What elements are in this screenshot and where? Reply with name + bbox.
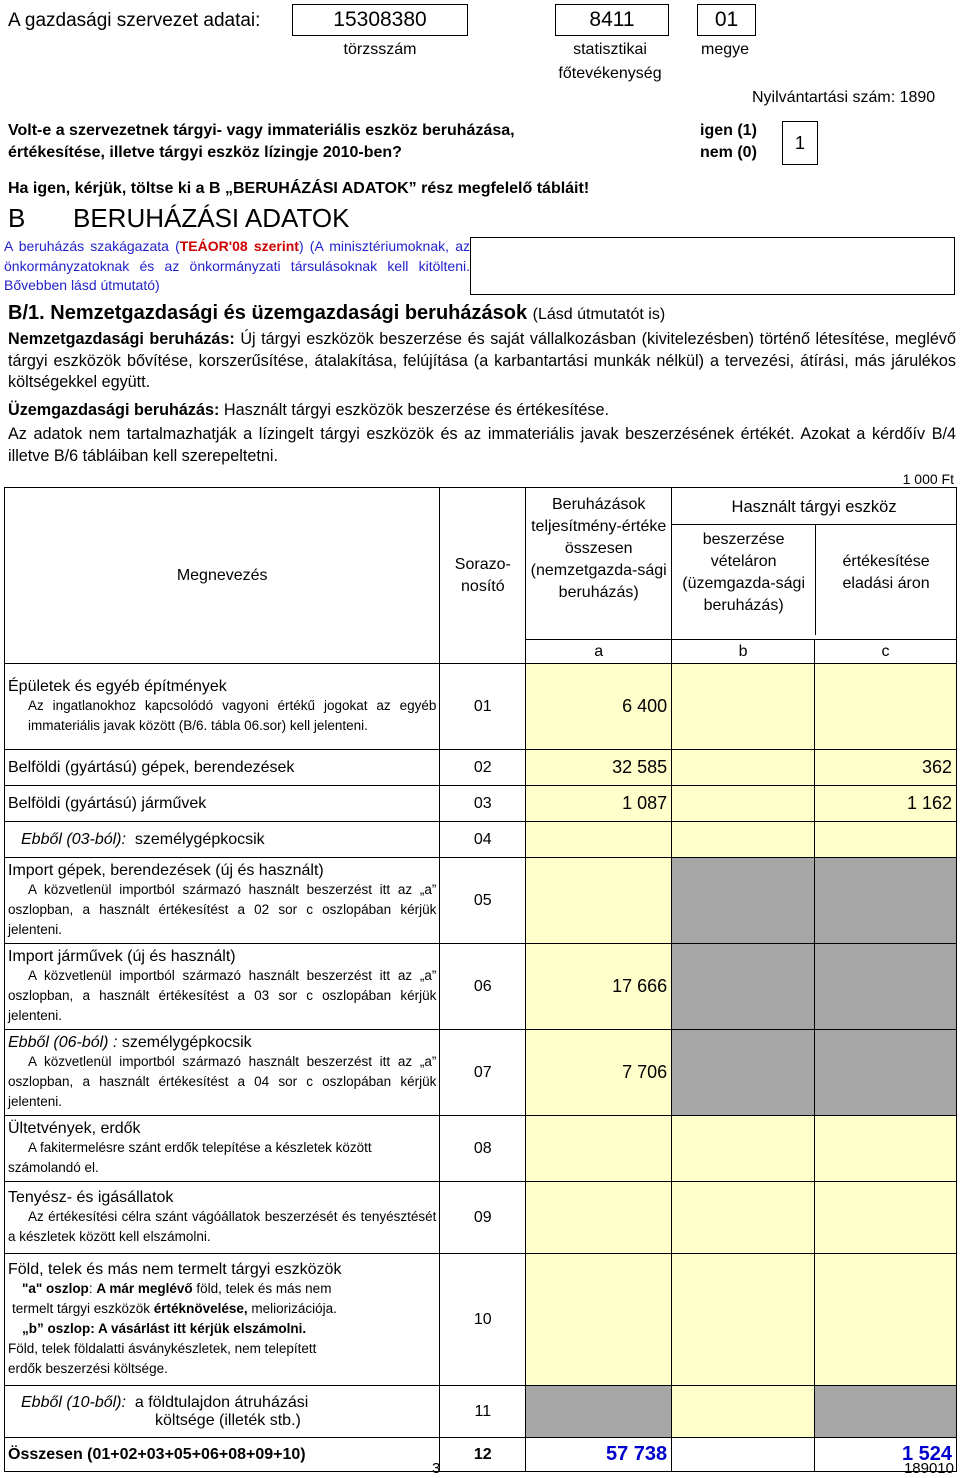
header-col-b: beszerzése vételáron (üzemgazda-sági beruházás) xyxy=(672,525,816,635)
row-06-sor: 06 xyxy=(440,944,526,1030)
row-03-c[interactable]: 1 162 xyxy=(815,786,957,822)
table-row xyxy=(5,1030,957,1116)
unit-label: 1 000 Ft xyxy=(902,471,954,487)
row-02-desc: Belföldi (gyártású) gépek, berendezések xyxy=(5,750,440,786)
row-08-desc: Ültetvények, erdők A fakitermelésre szánt erdők telepítése a készletek között számolandó el. xyxy=(5,1116,440,1182)
row-09-c[interactable] xyxy=(815,1182,957,1254)
row-10-a[interactable] xyxy=(526,1254,672,1386)
registration-number: Nyilvántartási szám: 1890 xyxy=(752,89,936,106)
table-row xyxy=(5,1386,957,1438)
row-08-a[interactable] xyxy=(526,1116,672,1182)
page-number: 3 xyxy=(432,1460,441,1477)
section-title: BERUHÁZÁSI ADATOK xyxy=(73,203,350,233)
option-no: nem (0) xyxy=(700,144,757,161)
torzsszam-label: törzsszám xyxy=(343,41,417,58)
megye-label: megye xyxy=(700,41,750,58)
table-row xyxy=(5,822,957,858)
row-04-c[interactable] xyxy=(815,822,957,858)
torzsszam-field[interactable]: 15308380 xyxy=(292,4,468,36)
question-line-1: Volt-e a szervezetnek tárgyi- vagy immateriális eszköz beruházása, xyxy=(8,122,515,139)
row-06-c xyxy=(815,944,957,1030)
form-code: 189010 xyxy=(903,1460,954,1477)
row-11-a xyxy=(526,1386,672,1438)
header-col-a: Beruházások teljesítmény-értéke összesen (nemzetgazda-sági beruházás) xyxy=(526,488,672,640)
table-header-row xyxy=(5,488,957,640)
org-label: A gazdasági szervezet adatai: xyxy=(8,10,261,31)
row-07-sor: 07 xyxy=(440,1030,526,1116)
table-row xyxy=(5,750,957,786)
table-row xyxy=(5,858,957,944)
row-12-sor: 12 xyxy=(440,1438,526,1472)
header-col-c: értékesítése eladási áron xyxy=(842,553,930,592)
investment-table xyxy=(4,487,957,1472)
row-10-c[interactable] xyxy=(815,1254,957,1386)
stat-field[interactable]: 8411 xyxy=(555,4,669,36)
row-07-a[interactable]: 7 706 xyxy=(526,1030,672,1116)
col-letter-a: a xyxy=(526,640,672,664)
row-09-sor: 09 xyxy=(440,1182,526,1254)
option-yes: igen (1) xyxy=(700,122,757,139)
row-05-a[interactable] xyxy=(526,858,672,944)
row-04-b[interactable] xyxy=(672,822,815,858)
b1-paragraph-2: Üzemgazdasági beruházás: Használt tárgyi eszközök beszerzése és értékesítése. xyxy=(8,401,609,419)
header-name: Megnevezés xyxy=(5,488,440,664)
row-12-b xyxy=(672,1438,815,1472)
row-03-b[interactable] xyxy=(672,786,815,822)
header-sor: Sorazo- nosító xyxy=(440,488,526,664)
b1-paragraph-3: Az adatok nem tartalmazhatják a lízingelt tárgyi eszközök és az immateriális javak beszerzésének értékét. Azokat a kérdőív B/4 illetve B/6 tábláiban kell szerepeltetni. xyxy=(8,425,956,465)
row-06-b xyxy=(672,944,815,1030)
row-01-c[interactable] xyxy=(815,664,957,750)
row-03-sor: 03 xyxy=(440,786,526,822)
row-05-b xyxy=(672,858,815,944)
question-line-2: értékesítése, illetve tárgyi eszköz lízingje 2010-ben? xyxy=(8,144,402,161)
row-05-sor: 05 xyxy=(440,858,526,944)
row-10-desc: Föld, telek és más nem termelt tárgyi eszközök "a" oszlop: A már meglévő föld, telek és más nem termelt tárgyi eszközök értéknövelése, meliorizációja. „b” oszlop: A vásárlást itt kérjük elszámolni. Föld, telek földalatti ásványkészletek, nem telepített erdők beszerzési költsége. xyxy=(5,1254,440,1386)
row-02-c[interactable]: 362 xyxy=(815,750,957,786)
row-01-a[interactable]: 6 400 xyxy=(526,664,672,750)
instruction: Ha igen, kérjük, töltse ki a B „BERUHÁZÁSI ADATOK” rész megfelelő tábláit! xyxy=(8,180,590,197)
table-row xyxy=(5,1438,957,1472)
row-04-desc: Ebből (03-ból): személygépkocsik xyxy=(5,822,440,858)
row-10-sor: 10 xyxy=(440,1254,526,1386)
col-letter-b: b xyxy=(672,640,815,664)
row-08-sor: 08 xyxy=(440,1116,526,1182)
row-03-desc: Belföldi (gyártású) járművek xyxy=(5,786,440,822)
row-11-b[interactable] xyxy=(672,1386,815,1438)
row-11-desc: Ebből (10-ből): a földtulajdon átruházási költsége (illeték stb.) xyxy=(5,1386,440,1438)
section-note: A beruházás szakágazata (TEÁOR'08 szerint) (A minisztériumoknak, az önkormányzatoknak és az önkormányzati társulásoknak kell kitölteni. Bővebben lásd útmutató) xyxy=(4,238,470,293)
row-05-c xyxy=(815,858,957,944)
row-08-b[interactable] xyxy=(672,1116,815,1182)
row-02-b[interactable] xyxy=(672,750,815,786)
col-letter-c: c xyxy=(815,640,957,664)
row-12-c: 1 524 xyxy=(815,1438,957,1472)
row-04-sor: 04 xyxy=(440,822,526,858)
row-12-a: 57 738 xyxy=(526,1438,672,1472)
section-letter: B xyxy=(8,203,26,233)
row-03-a[interactable]: 1 087 xyxy=(526,786,672,822)
row-02-a[interactable]: 32 585 xyxy=(526,750,672,786)
row-05-desc: Import gépek, berendezések (új és használt) A közvetlenül importból származó használt beszerzést itt az „a” oszlopban, a használt értékesítést a 02 sor c oszlopában kérjük jelenteni. xyxy=(5,858,440,944)
table-row xyxy=(5,1116,957,1182)
row-12-desc: Összesen (01+02+03+05+06+08+09+10) xyxy=(5,1438,440,1472)
row-06-a[interactable]: 17 666 xyxy=(526,944,672,1030)
row-09-desc: Tenyész- és igásállatok Az értékesítési célra szánt vágóállatok beszerzését és tenyésztését a készletek között kell elszámolni. xyxy=(5,1182,440,1254)
row-02-sor: 02 xyxy=(440,750,526,786)
stat-label-1: statisztikai xyxy=(573,41,647,58)
row-07-desc: Ebből (06-ból) : személygépkocsik A közvetlenül importból származó használt beszerzést itt az „a” oszlopban, a használt értékesítést a 04 sor c oszlopában kérjük jelenteni. xyxy=(5,1030,440,1116)
row-08-c[interactable] xyxy=(815,1116,957,1182)
megye-field[interactable]: 01 xyxy=(697,4,756,36)
answer-field[interactable]: 1 xyxy=(782,121,818,165)
table-row xyxy=(5,1254,957,1386)
row-01-sor: 01 xyxy=(440,664,526,750)
row-01-desc: Épületek és egyéb építmények Az ingatlanokhoz kapcsolódó vagyoni értékű jogokat az egyéb immateriális javak között (B/6. tábla 06.sor) kell jelenteni. xyxy=(5,664,440,750)
row-06-desc: Import járművek (új és használt) A közvetlenül importból származó használt beszerzést itt az „a” oszlopban, a használt értékesítést a 03 sor c oszlopában kérjük jelenteni. xyxy=(5,944,440,1030)
row-01-b[interactable] xyxy=(672,664,815,750)
table-row xyxy=(5,664,957,750)
header-used: Használt tárgyi eszköz beszerzése vételáron (üzemgazda-sági beruházás) értékesítése eladási áron xyxy=(672,488,957,640)
row-11-c xyxy=(815,1386,957,1438)
row-10-b[interactable] xyxy=(672,1254,815,1386)
table-row xyxy=(5,944,957,1030)
table-row xyxy=(5,786,957,822)
row-04-a[interactable] xyxy=(526,822,672,858)
row-11-sor: 11 xyxy=(440,1386,526,1438)
teaor-input[interactable] xyxy=(470,237,955,295)
row-09-b[interactable] xyxy=(672,1182,815,1254)
b1-paragraph-1: Nemzetgazdasági beruházás: Új tárgyi eszközök beszerzése és saját vállalkozásban (kivitelezésben) történő létesítése, meglévő tárgyi eszközök bővítése, korszerűsítése, átalakítása, felújítása (a karbantartási munkák nélkül) a tervezési, átírási, más járulékos költségekkel együtt. xyxy=(8,330,957,391)
stat-label-2: főtevékenység xyxy=(558,65,662,82)
row-07-c xyxy=(815,1030,957,1116)
row-09-a[interactable] xyxy=(526,1182,672,1254)
row-07-b xyxy=(672,1030,815,1116)
b1-heading: B/1. Nemzetgazdasági és üzemgazdasági beruházások (Lásd útmutatót is) xyxy=(8,302,666,324)
table-row xyxy=(5,1182,957,1254)
